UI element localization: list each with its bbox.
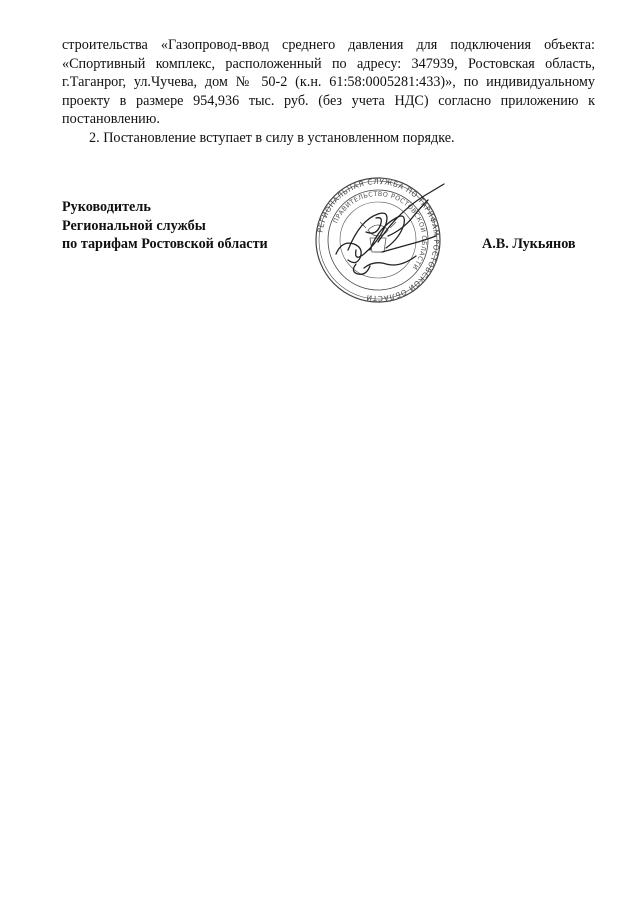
official-stamp-with-signature	[308, 172, 478, 307]
paragraph-1: строительства «Газопровод-ввод среднего давления для подключения объекта: «Спортивный комплекс, расположенный по адресу: 347939, Ростовская область, г.Таганрог, ул.Чучева, дом № 50-2 (к.н. 61:58:0005281:433)», по индивидуальному проекту в размере 954,936 тыс. руб. (без учета НДС) согласно приложению к постановлению.	[62, 37, 595, 128]
signatory-name: А.В. Лукьянов	[482, 236, 576, 252]
signatory-title	[62, 198, 268, 254]
signatory-title-line-2: Региональной службы	[62, 217, 206, 234]
signatory-title-line-1: Руководитель	[62, 199, 151, 215]
paragraph-2: 2. Постановление вступает в силу в установленном порядке.	[89, 129, 455, 146]
svg-text:ПРАВИТЕЛЬСТВО РОСТОВСКОЙ ОБЛАС: ПРАВИТЕЛЬСТВО РОСТОВСКОЙ ОБЛАСТИ	[331, 189, 429, 272]
document-body	[62, 36, 595, 148]
svg-text:РЕГИОНАЛЬНАЯ СЛУЖБА ПО ТАРИФАМ: РЕГИОНАЛЬНАЯ СЛУЖБА ПО ТАРИФАМ РОСТОВСКОЙ ОБЛАСТИ	[315, 176, 442, 304]
stamp-circle	[315, 177, 441, 303]
emblem-icon	[360, 222, 396, 252]
signatory-title-line-3: по тарифам Ростовской области	[62, 236, 268, 252]
